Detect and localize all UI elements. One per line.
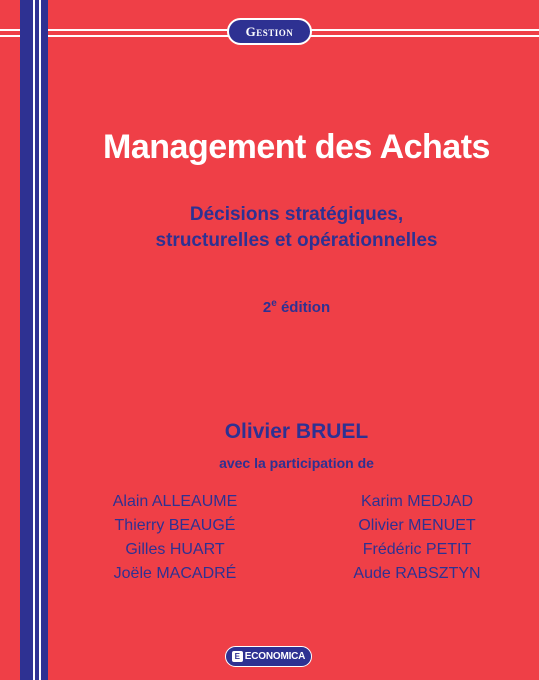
publisher-name: ECONOMICA (244, 651, 306, 662)
book-subtitle (0, 202, 539, 254)
contributors-right (307, 490, 527, 586)
edition-word: édition (280, 299, 331, 316)
contributors-left (65, 490, 285, 586)
main-author: Olivier BRUEL (224, 420, 369, 443)
subtitle-line-2: structurelles et opérationnelles (155, 230, 438, 251)
series-badge-label: Gestion (245, 23, 294, 39)
contributor-name: Joële MACADRÉ (113, 565, 237, 582)
contributor-name: Alain ALLEAUME (112, 493, 238, 510)
book-title: Management des Achats (103, 128, 490, 166)
side-rule-1 (33, 0, 35, 680)
contributor-name: Aude RABSZTYN (353, 565, 481, 582)
subtitle-line-1: Décisions stratégiques, (189, 204, 404, 225)
publisher-logo-icon: E (232, 651, 243, 662)
edition-number: 2 (262, 299, 272, 316)
contributor-name: Karim MEDJAD (360, 493, 473, 510)
contributor-name: Thierry BEAUGÉ (114, 517, 236, 534)
edition-label (0, 298, 539, 316)
series-badge (227, 18, 312, 45)
publisher-badge (225, 646, 312, 667)
contributor-name: Gilles HUART (125, 541, 225, 558)
side-rule-2 (39, 0, 41, 680)
participation-label: avec la participation de (219, 455, 374, 471)
contributor-name: Olivier MENUET (358, 517, 476, 534)
contributor-name: Frédéric PETIT (362, 541, 472, 558)
edition-suffix: e (271, 298, 277, 309)
